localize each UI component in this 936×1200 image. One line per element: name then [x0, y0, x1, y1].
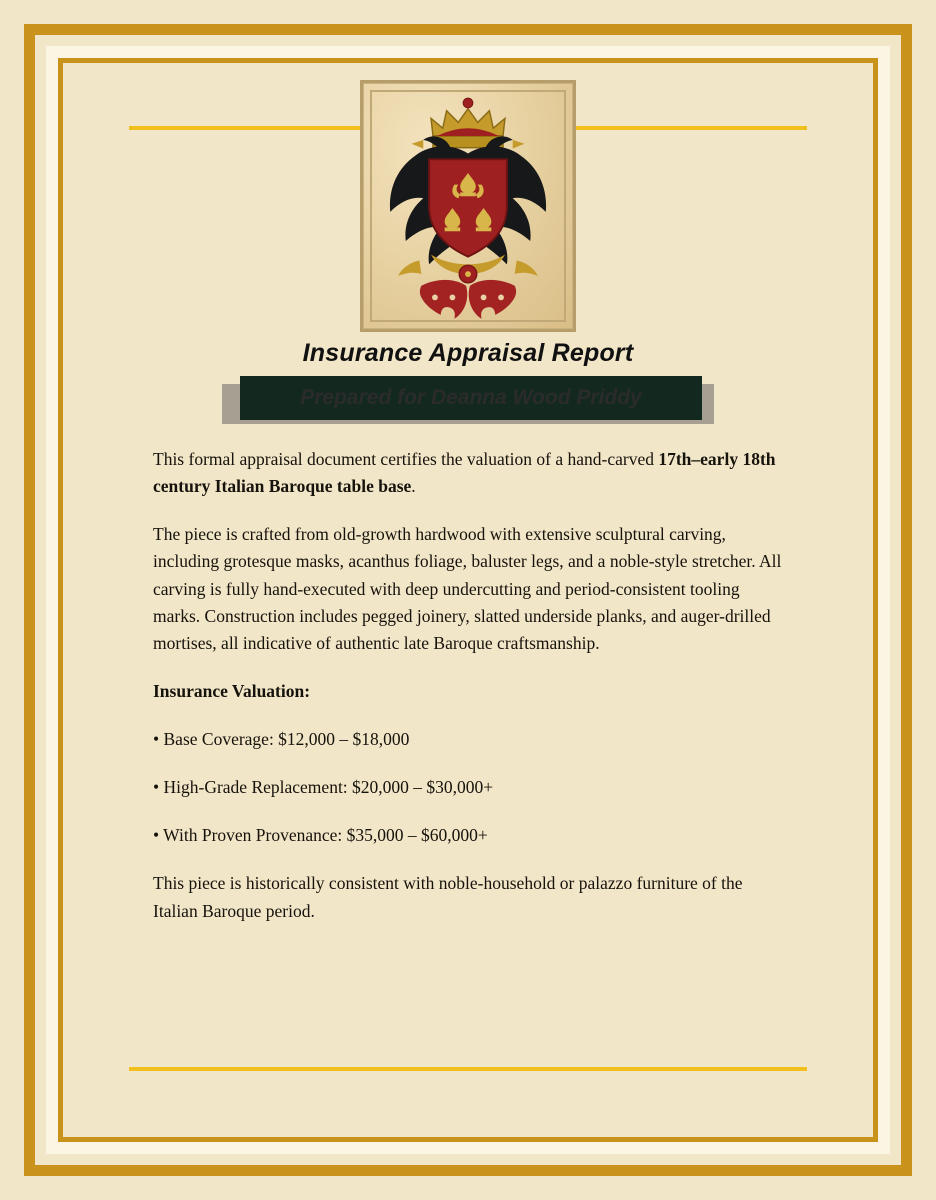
description-paragraph: The piece is crafted from old-growth hardwood with extensive sculptural carving, including grotesque masks, acanthus foliage, baluster legs, and a noble-style stretcher. All carving is fully hand-executed with deep undercutting and period-consistent tooling marks. Construction includes pegged joinery, slatted underside planks, and auger-drilled mortises, all indicative of authentic late Baroque craftsmanship. — [153, 524, 782, 653]
valuation-item: • High-Grade Replacement: $20,000 – $30,000+ — [153, 777, 494, 798]
intro-text-bold: 17th–early 18th century Italian Baroque table base — [153, 449, 776, 497]
valuation-heading: Insurance Valuation: — [153, 680, 311, 701]
bottom-divider-rule — [129, 1067, 807, 1071]
crest-band — [63, 63, 873, 333]
frame-gap — [46, 46, 890, 1154]
closing-paragraph: This piece is historically consistent with noble-household or palazzo furniture of the Italian Baroque period. — [153, 873, 743, 921]
valuation-item: • With Proven Provenance: $35,000 – $60,000+ — [153, 825, 488, 846]
subtitle-banner — [222, 376, 714, 424]
body-text — [153, 446, 783, 925]
valuation-item: • Base Coverage: $12,000 – $18,000 — [153, 729, 410, 749]
title-block — [63, 339, 873, 424]
page-title: Insurance Appraisal Report — [302, 339, 634, 367]
document-content — [63, 63, 873, 1137]
intro-paragraph — [153, 446, 783, 500]
inner-gold-frame — [58, 58, 878, 1142]
subtitle-text: Prepared for Deanna Wood Priddy — [300, 386, 642, 409]
intro-text-before: This formal appraisal document certifies the valuation of a hand-carved — [153, 449, 659, 469]
outer-gold-frame — [24, 24, 912, 1176]
crest-inner-border — [370, 90, 566, 322]
double-headed-eagle-crest-icon — [360, 80, 576, 332]
intro-text-after: . — [411, 476, 416, 497]
